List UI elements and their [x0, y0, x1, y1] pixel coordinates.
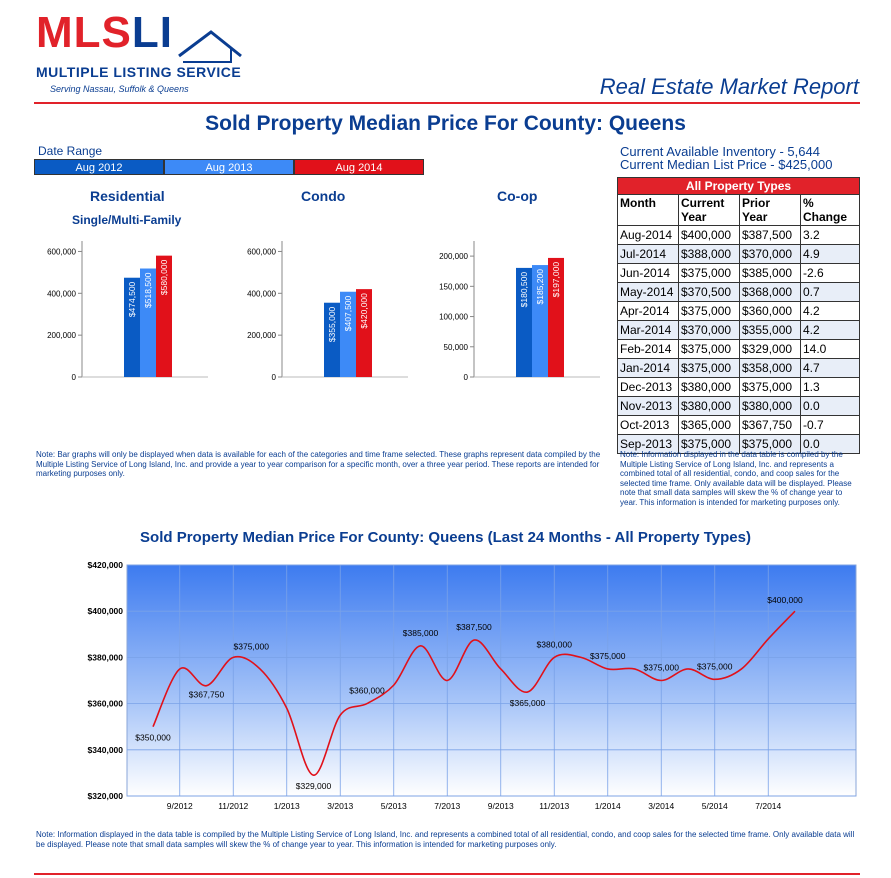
bottom-note: Note: Information displayed in the data table is compiled by the Multiple Listing Service of Long Island, Inc. and represents a combined total of all residential, condo, and coop sales for the selected time frame. Only available data will be displayed. Please note that small data samples will skew the % of change year to year. This information is intended for marketing purposes only.: [36, 830, 855, 849]
bar-data-label: $518,500: [143, 272, 153, 308]
x-tick-label: 3/2013: [327, 801, 354, 811]
table-cell: $400,000: [679, 226, 740, 245]
y-tick-label: $420,000: [87, 560, 123, 570]
table-cell: Aug-2014: [618, 226, 679, 245]
y-tick-label: 150,000: [439, 282, 468, 292]
table-cell: 1.3: [801, 378, 860, 397]
table-row: [618, 416, 860, 435]
bar-data-label: $420,000: [359, 293, 369, 329]
y-tick-label: $340,000: [87, 744, 123, 755]
table-cell: $375,000: [740, 435, 801, 454]
table-cell: May-2014: [618, 283, 679, 302]
table-cell: 0.0: [801, 435, 860, 454]
table-cell: $375,000: [740, 378, 801, 397]
date-range-item-2014: Aug 2014: [294, 159, 424, 175]
date-range-item-2013: Aug 2013: [164, 159, 294, 175]
logo-tagline: Serving Nassau, Suffolk & Queens: [50, 84, 189, 94]
y-tick-label: 50,000: [443, 342, 468, 352]
y-tick-label: 0: [271, 373, 276, 382]
table-cell: $358,000: [740, 359, 801, 378]
page-title: Sold Property Median Price For County: Queens: [205, 112, 686, 135]
point-data-label: $365,000: [509, 698, 546, 709]
x-tick-label: 1/2013: [273, 801, 300, 811]
y-tick-label: 0: [463, 373, 468, 382]
x-tick-label: 7/2013: [434, 801, 461, 811]
table-row: [618, 340, 860, 359]
table-cell: Jan-2014: [618, 359, 679, 378]
header-divider: [34, 102, 860, 104]
x-tick-label: 3/2014: [648, 801, 675, 811]
x-tick-label: 9/2013: [487, 801, 514, 811]
table-cell: 4.7: [801, 359, 860, 378]
coop-title: Co-op: [497, 188, 538, 204]
bar-data-label: $355,000: [327, 306, 337, 343]
bar-data-label: $197,000: [551, 261, 561, 298]
logo-subtitle: MULTIPLE LISTING SERVICE: [36, 64, 242, 80]
table-cell: $380,000: [740, 397, 801, 416]
bar-data-label: $180,500: [519, 271, 529, 308]
table-cell: $380,000: [679, 378, 740, 397]
y-tick-label: 600,000: [47, 247, 76, 257]
report-title: Real Estate Market Report: [599, 74, 859, 99]
table-cell: 0.0: [801, 397, 860, 416]
table-cell: 14.0: [801, 340, 860, 359]
y-tick-label: 0: [71, 373, 76, 382]
y-tick-label: $380,000: [87, 652, 123, 663]
line-plot-area: [127, 565, 856, 796]
point-data-label: $329,000: [295, 781, 332, 792]
table-cell: $329,000: [740, 340, 801, 359]
table-cell: $385,000: [740, 264, 801, 283]
table-cell: $380,000: [679, 397, 740, 416]
y-tick-label: 200,000: [439, 252, 468, 262]
col-current-year: Current Year: [679, 195, 740, 226]
table-cell: Nov-2013: [618, 397, 679, 416]
table-cell: $355,000: [740, 321, 801, 340]
table-row: [618, 397, 860, 416]
table-cell: $370,000: [679, 321, 740, 340]
table-cell: Dec-2013: [618, 378, 679, 397]
table-cell: $388,000: [679, 245, 740, 264]
residential-bar-chart: [30, 235, 210, 390]
point-data-label: $375,000: [233, 641, 269, 652]
table-title: All Property Types: [618, 178, 860, 195]
condo-title: Condo: [301, 188, 346, 204]
table-cell: $375,000: [679, 340, 740, 359]
logo-text-mls: MLS: [36, 8, 132, 57]
y-tick-label: $360,000: [87, 698, 123, 709]
point-data-label: $375,000: [643, 662, 679, 673]
table-cell: -0.7: [801, 416, 860, 435]
table-note: Note: Information displayed in the data table is compiled by the Multiple Listing Service of Long Island, Inc. and represents a combined total of all residential, condo, and coop sales for the selected time frame. Only available data will be displayed. Please note that small data samples will skew the % of change year to year. This information is intended for marketing purposes only.: [620, 450, 852, 507]
logo-text-li: LI: [131, 8, 173, 57]
point-data-label: $375,000: [697, 661, 733, 672]
residential-subtitle: Single/Multi-Family: [72, 213, 182, 227]
footer-divider: [34, 873, 860, 875]
table-cell: 4.9: [801, 245, 860, 264]
y-tick-label: 400,000: [247, 289, 276, 299]
y-tick-label: $320,000: [87, 791, 123, 801]
inventory-info: [620, 145, 832, 171]
point-data-label: $385,000: [402, 627, 439, 638]
bar-chart-note: Note: Bar graphs will only be displayed when data is available for each of the categories and time frame selected. These graphs represent data compiled by the Multiple Listing Service of Long Island, Inc. and provide a year to year comparison for a specific month, over a three year period. These reports are intended for marketing purposes only.: [36, 450, 601, 478]
x-tick-label: 1/2014: [594, 801, 621, 811]
table-cell: 0.7: [801, 283, 860, 302]
table-cell: $375,000: [679, 264, 740, 283]
table-row: [618, 302, 860, 321]
bar-data-label: $580,000: [159, 259, 169, 296]
table-row: [618, 226, 860, 245]
date-range-item-2012: Aug 2012: [34, 159, 164, 175]
bar-data-label: $474,500: [127, 281, 137, 318]
table-row: [618, 378, 860, 397]
point-data-label: $367,750: [188, 689, 225, 700]
bar-data-label: $407,500: [343, 295, 353, 332]
y-tick-label: 600,000: [247, 247, 276, 257]
y-tick-label: 100,000: [439, 312, 468, 322]
col-change: % Change: [801, 195, 860, 226]
x-tick-label: 11/2012: [218, 801, 249, 811]
y-tick-label: 200,000: [47, 331, 76, 341]
line-chart: [0, 555, 891, 825]
x-tick-label: 9/2012: [166, 801, 193, 811]
table-cell: Jul-2014: [618, 245, 679, 264]
table-cell: $360,000: [740, 302, 801, 321]
table-cell: Apr-2014: [618, 302, 679, 321]
x-tick-label: 5/2014: [701, 801, 728, 811]
x-tick-label: 7/2014: [755, 801, 782, 811]
y-tick-label: $400,000: [87, 606, 123, 617]
price-table: [617, 177, 860, 454]
table-cell: 4.2: [801, 302, 860, 321]
table-cell: Mar-2014: [618, 321, 679, 340]
table-cell: $367,750: [740, 416, 801, 435]
available-inventory: Current Available Inventory - 5,644: [620, 144, 820, 159]
bar-data-label: $185,200: [535, 269, 545, 305]
y-tick-label: 200,000: [247, 331, 276, 341]
condo-bar-chart: [230, 235, 410, 390]
table-cell: $368,000: [740, 283, 801, 302]
coop-bar-chart: [422, 235, 602, 390]
point-data-label: $375,000: [590, 650, 626, 661]
residential-title: Residential: [90, 188, 165, 204]
date-range-label: Date Range: [38, 144, 103, 158]
table-cell: $375,000: [679, 435, 740, 454]
x-tick-label: 5/2013: [380, 801, 407, 811]
col-prior-year: Prior Year: [740, 195, 801, 226]
table-row: [618, 321, 860, 340]
table-row: [618, 264, 860, 283]
table-cell: -2.6: [801, 264, 860, 283]
table-cell: $370,000: [740, 245, 801, 264]
table-cell: $375,000: [679, 359, 740, 378]
table-row: [618, 245, 860, 264]
line-chart-title: Sold Property Median Price For County: Queens (Last 24 Months - All Property Types): [140, 529, 751, 546]
point-data-label: $387,500: [456, 622, 492, 633]
y-tick-label: 400,000: [47, 289, 76, 299]
table-cell: $375,000: [679, 302, 740, 321]
table-cell: Oct-2013: [618, 416, 679, 435]
table-cell: $365,000: [679, 416, 740, 435]
x-tick-label: 11/2013: [539, 801, 570, 811]
table-cell: Sep-2013: [618, 435, 679, 454]
logo: [36, 8, 173, 58]
point-data-label: $350,000: [135, 732, 171, 743]
point-data-label: $360,000: [349, 685, 385, 696]
table-cell: 4.2: [801, 321, 860, 340]
table-row: [618, 359, 860, 378]
point-data-label: $380,000: [536, 639, 572, 650]
table-cell: $387,500: [740, 226, 801, 245]
house-roof-icon: [175, 26, 245, 64]
table-row: [618, 283, 860, 302]
table-cell: Jun-2014: [618, 264, 679, 283]
col-month: Month: [618, 195, 679, 226]
point-data-label: $400,000: [767, 595, 803, 606]
table-cell: 3.2: [801, 226, 860, 245]
table-cell: $370,500: [679, 283, 740, 302]
table-cell: Feb-2014: [618, 340, 679, 359]
median-list-price: Current Median List Price - $425,000: [620, 157, 833, 172]
